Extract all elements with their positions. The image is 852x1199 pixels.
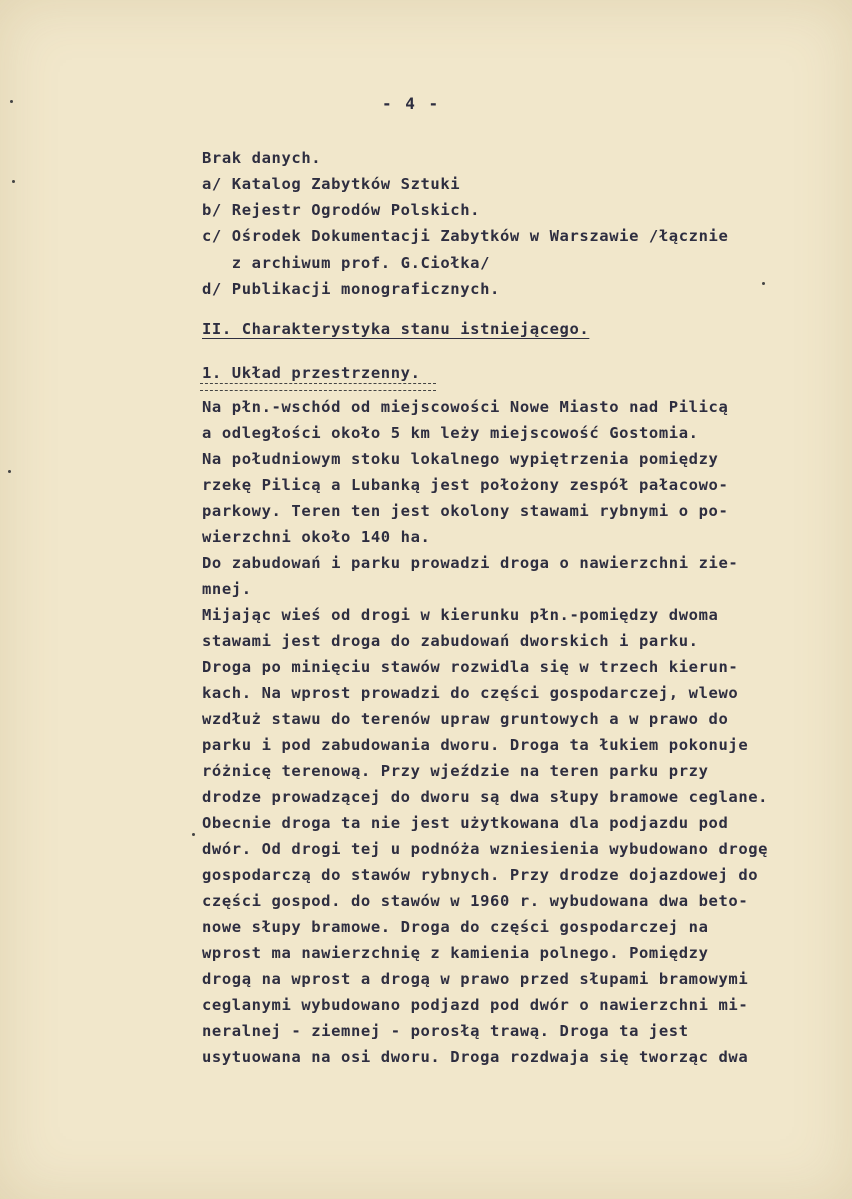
text-line: kach. Na wprost prowadzi do części gospodarczej, wlewo (202, 684, 739, 702)
text-line: mnej. (202, 580, 252, 598)
text-line: wierzchni około 140 ha. (202, 528, 431, 546)
text-line: parkowy. Teren ten jest okolony stawami rybnymi o po- (202, 502, 729, 520)
section-heading: II. Charakterystyka stanu istniejącego. (202, 320, 590, 338)
text-line: rzekę Pilicą a Lubanką jest położony zespół pałacowo- (202, 476, 729, 494)
paper-speck (762, 282, 765, 285)
page-number: - 4 - (382, 94, 441, 113)
text-line: Droga po minięciu stawów rozwidla się w trzech kierun- (202, 658, 739, 676)
text-line: drodze prowadzącej do dworu są dwa słupy bramowe ceglane. (202, 788, 769, 806)
text-line: Na płn.-wschód od miejscowości Nowe Miasto nad Pilicą (202, 398, 729, 416)
text-line: wprost ma nawierzchnię z kamienia polnego. Pomiędzy (202, 944, 709, 962)
text-line: usytuowana na osi dworu. Droga rozdwaja się tworząc dwa (202, 1048, 749, 1066)
text-line: Obecnie droga ta nie jest użytkowana dla podjazdu pod (202, 814, 729, 832)
text-line: Mijając wieś od drogi w kierunku płn.-pomiędzy dwoma (202, 606, 719, 624)
text-line: części gospod. do stawów w 1960 r. wybudowana dwa beto- (202, 892, 749, 910)
text-line: a/ Katalog Zabytków Sztuki (202, 175, 461, 193)
heading-double-underline (200, 383, 436, 391)
text-line: z archiwum prof. G.Ciołka/ (202, 254, 491, 272)
text-line: różnicę terenową. Przy wjeździe na teren parku przy (202, 762, 709, 780)
text-line: parku i pod zabudowania dworu. Droga ta łukiem pokonuje (202, 736, 749, 754)
text-line: dwór. Od drogi tej u podnóża wzniesienia wybudowano drogę (202, 840, 769, 858)
text-line: stawami jest droga do zabudowań dworskich i parku. (202, 632, 699, 650)
text-line: b/ Rejestr Ogrodów Polskich. (202, 201, 481, 219)
paper-speck (10, 100, 13, 103)
subsection-heading: 1. Układ przestrzenny. (202, 364, 421, 382)
text-line: d/ Publikacji monograficznych. (202, 280, 500, 298)
text-line: a odległości około 5 km leży miejscowość Gostomia. (202, 424, 699, 442)
text-line: neralnej - ziemnej - porosłą trawą. Droga ta jest (202, 1022, 689, 1040)
text-line: c/ Ośrodek Dokumentacji Zabytków w Warszawie /łącznie (202, 227, 729, 245)
text-line: Do zabudowań i parku prowadzi droga o nawierzchni zie- (202, 554, 739, 572)
text-line: gospodarczą do stawów rybnych. Przy drodze dojazdowej do (202, 866, 759, 884)
text-line: Na południowym stoku lokalnego wypiętrzenia pomiędzy (202, 450, 719, 468)
text-line: wzdłuż stawu do terenów upraw gruntowych a w prawo do (202, 710, 729, 728)
paper-speck (192, 833, 195, 836)
text-line: drogą na wprost a drogą w prawo przed słupami bramowymi (202, 970, 749, 988)
text-line: Brak danych. (202, 149, 322, 167)
text-line: nowe słupy bramowe. Droga do części gospodarczej na (202, 918, 709, 936)
paper-speck (12, 180, 15, 183)
text-line: ceglanymi wybudowano podjazd pod dwór o nawierzchni mi- (202, 996, 749, 1014)
paper-speck (8, 470, 11, 473)
